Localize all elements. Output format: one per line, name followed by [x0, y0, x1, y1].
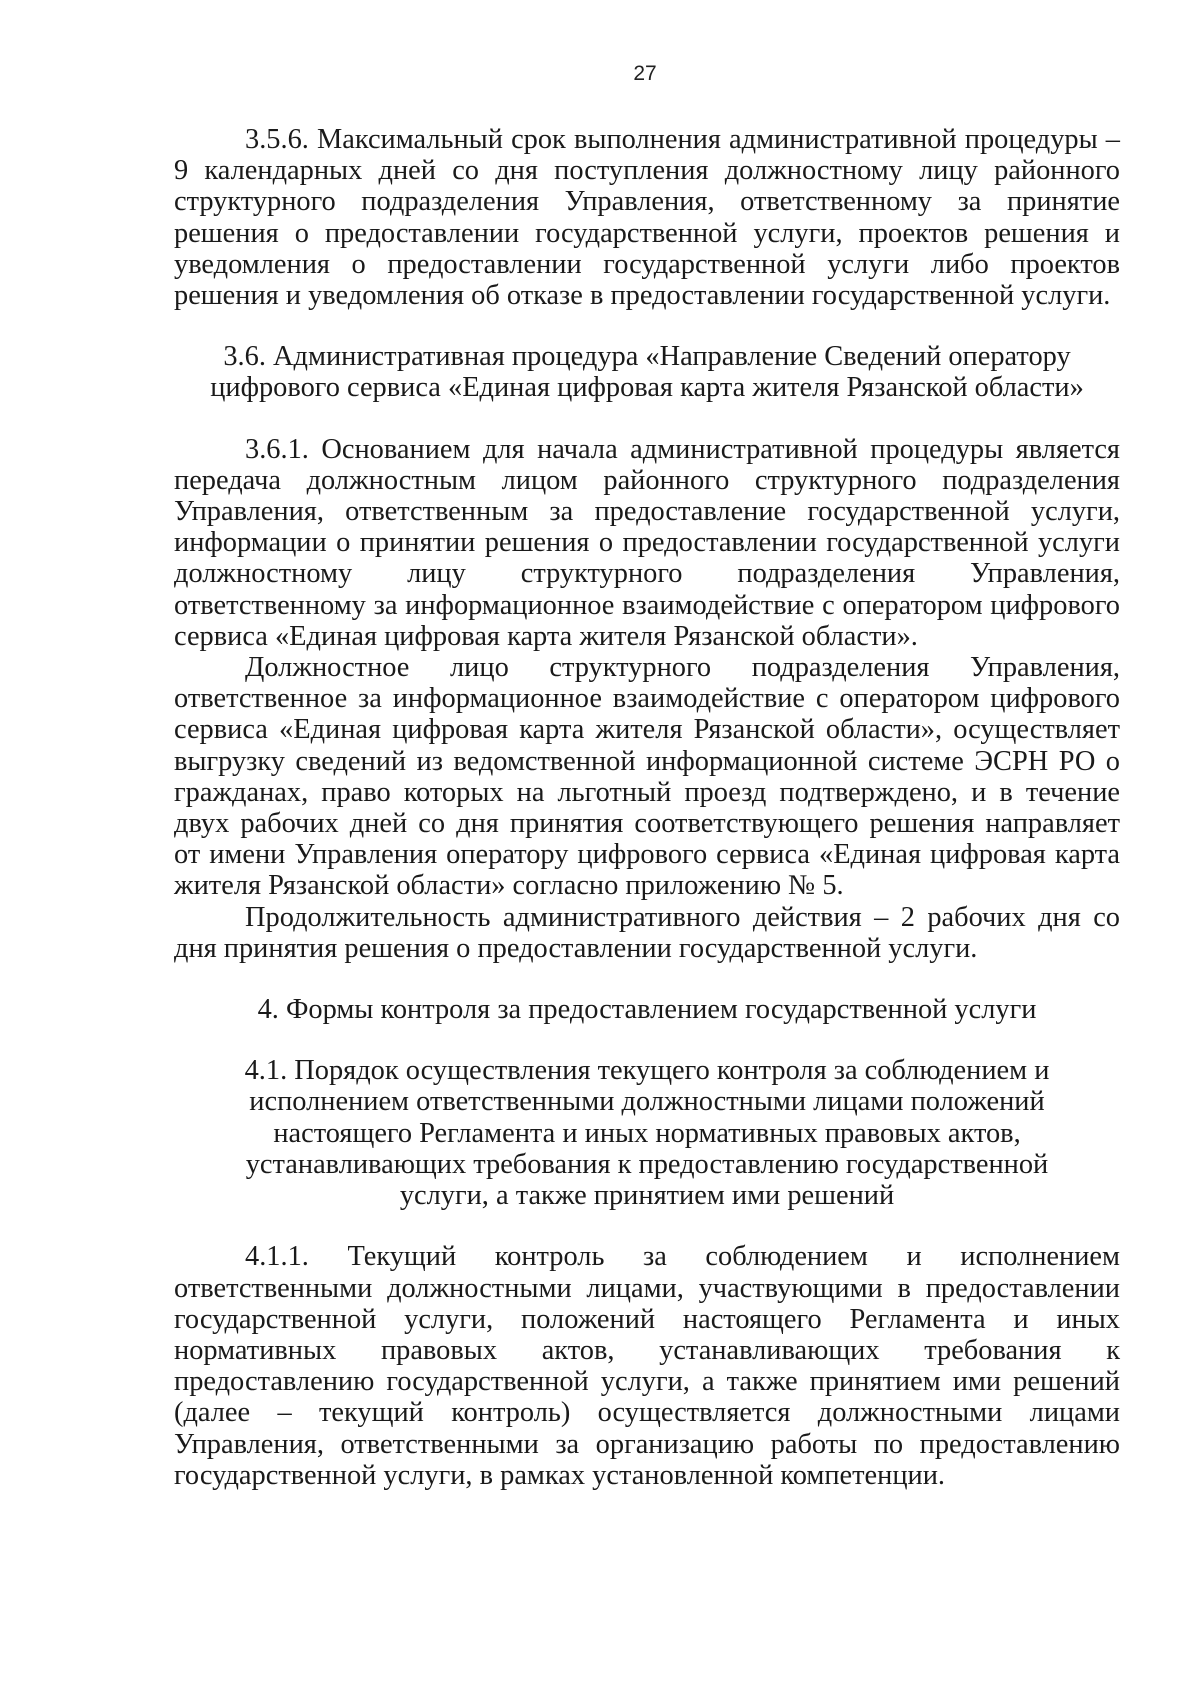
paragraph-4-1-1: 4.1.1. Текущий контроль за соблюдением и исполнением ответственными должностными лицами, участвующими в предоставлении государственной услуги, положений настоящего Регламента и иных нормативных правовых актов, устанавливающих требования к предоставлению государственной услуги, а также принятием ими решений (далее – текущий контроль) осуществляется должностными лицами Управления, ответственными за организацию работы по предоставлению государственной услуги, в рамках установленной компетенции.	[174, 1241, 1120, 1491]
paragraph-3-6-1-official: Должностное лицо структурного подразделения Управления, ответственное за информационное взаимодействие с оператором цифрового сервиса «Единая цифровая карта жителя Рязанской области», осуществляет выгрузку сведений из ведомственной информационной системе ЭСРН РО о гражданах, право которых на льготный проезд подтверждено, и в течение двух рабочих дней со дня принятия соответствующего решения направляет от имени Управления оператору цифрового сервиса «Единая цифровая карта жителя Рязанской области» согласно приложению № 5.	[174, 652, 1120, 902]
heading-4: 4. Формы контроля за предоставлением государственной услуги	[257, 994, 1037, 1026]
heading-4-1-line-3: настоящего Регламента и иных нормативных правовых актов,	[273, 1117, 1021, 1149]
heading-3-6-line-2: цифрового сервиса «Единая цифровая карта жителя Рязанской области»	[210, 372, 1084, 404]
heading-4-1-line-1: 4.1. Порядок осуществления текущего контроля за соблюдением и	[244, 1055, 1050, 1087]
paragraph-3-6-1: 3.6.1. Основанием для начала административной процедуры является передача должностным лицом районного структурного подразделения Управления, ответственным за предоставление государственной услуги, информации о принятии решения о предоставлении государственной услуги должностному лицу структурного подразделения Управления, ответственному за информационное взаимодействие с оператором цифрового сервиса «Единая цифровая карта жителя Рязанской области».	[174, 433, 1120, 652]
heading-4-1-line-4: устанавливающих требования к предоставлению государственной	[245, 1148, 1049, 1180]
heading-4-1-line-2: исполнением ответственными должностными лицами положений	[249, 1086, 1045, 1118]
heading-3-6-line-1: 3.6. Административная процедура «Направление Сведений оператору	[223, 341, 1071, 373]
paragraph-3-5-6: 3.5.6. Максимальный срок выполнения административной процедуры – 9 календарных дней со дня поступления должностному лицу районного структурного подразделения Управления, ответственному за принятие решения о предоставлении государственной услуги, проектов решения и уведомления о предоставлении государственной услуги либо проектов решения и уведомления об отказе в предоставлении государственной услуги.	[174, 124, 1120, 312]
document-body	[174, 124, 1120, 1491]
paragraph-3-6-1-duration: Продолжительность административного действия – 2 рабочих дня со дня принятия решения о предоставлении государственной услуги.	[174, 901, 1120, 964]
heading-4-1-line-5: услуги, а также принятием ими решений	[399, 1180, 895, 1212]
page-number: 27	[633, 62, 657, 85]
